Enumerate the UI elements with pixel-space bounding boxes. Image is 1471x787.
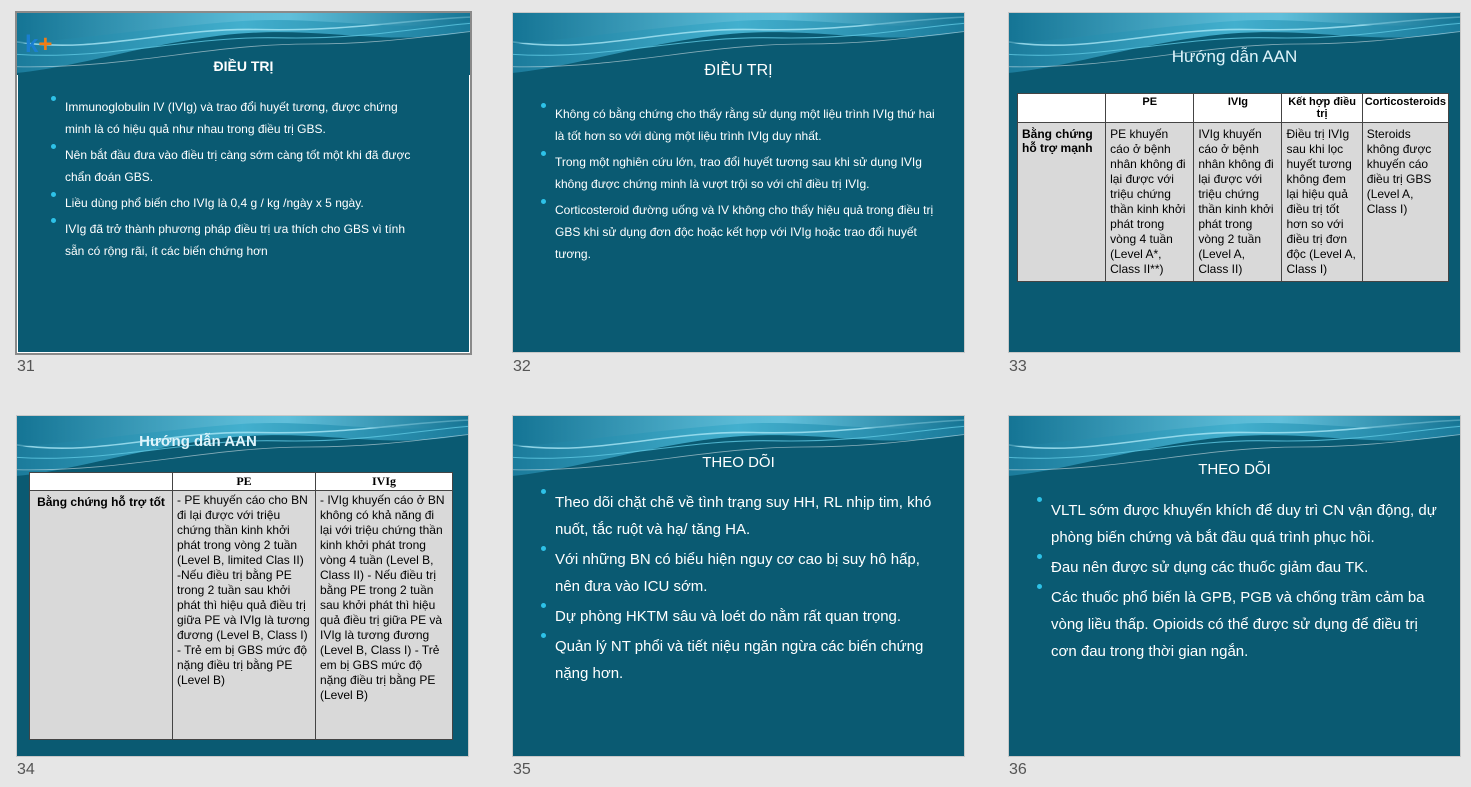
aan-guideline-table: [29, 472, 453, 740]
slide-number: 35: [513, 761, 531, 778]
kplus-logo: [25, 31, 52, 59]
table-header-cell: IVIg: [316, 473, 453, 491]
table-cell: PE khuyến cáo ở bệnh nhân không đi lại được với triệu chứng thần kinh khởi phát trong vòng 4 tuần (Level A*, Class II**): [1106, 123, 1194, 282]
logo-k: k: [25, 31, 39, 58]
logo-plus: +: [38, 31, 53, 58]
bullet-item: Đau nên được sử dụng các thuốc giảm đau TK.: [1037, 554, 1437, 581]
bullet-item: Các thuốc phổ biến là GPB, PGB và chống trầm cảm ba vòng liều thấp. Opioids có thể được sử dụng để điều trị cơn đau trong thời gian ngắn.: [1037, 584, 1437, 665]
slide-thumbnail-33[interactable]: [1008, 12, 1461, 353]
bullet-item: Liều dùng phổ biến cho IVIg là 0,4 g / kg /ngày x 5 ngày.: [51, 192, 421, 214]
bullet-item: Không có bằng chứng cho thấy rằng sử dụng một liệu trình IVIg thứ hai là tốt hơn so với dùng một liệu trình IVIg duy nhất.: [541, 103, 941, 147]
table-cell: Điều trị IVIg sau khi lọc huyết tương không đem lại hiệu quả điều trị tốt hơn so với điều trị đơn độc (Level A, Class I): [1282, 123, 1362, 282]
slide-number: 33: [1009, 358, 1027, 375]
slide-number: 34: [17, 761, 35, 778]
slide-thumbnail-36[interactable]: [1008, 415, 1461, 757]
table-header-cell: PE: [1106, 94, 1194, 123]
slide-thumbnail-35[interactable]: [512, 415, 965, 757]
bullet-item: IVIg đã trở thành phương pháp điều trị ưa thích cho GBS vì tính sẵn có rộng rãi, ít các biến chứng hơn: [51, 218, 421, 262]
table-row: [1018, 123, 1449, 282]
row-label: Bằng chứng hỗ trợ mạnh: [1018, 123, 1106, 282]
table-cell: - IVIg khuyến cáo ở BN không có khả năng đi lại với triệu chứng thần kinh khởi phát trong vòng 4 tuần (Level B, Class II) - Nếu điều trị bằng PE trong 2 tuần sau khởi phát thì hiệu quả điều trị giữa PE và IVIg là tương đương (Level B, Class I) - Trẻ em bị GBS mức độ nặng điều trị bằng PE (Level B): [316, 491, 453, 740]
bullet-item: Nên bắt đầu đưa vào điều trị càng sớm càng tốt một khi đã được chẩn đoán GBS.: [51, 144, 421, 188]
slide-title: ĐIỀU TRỊ: [704, 62, 773, 79]
table-cell: Steroids không được khuyến cáo điều trị GBS (Level A, Class I): [1362, 123, 1448, 282]
row-label: Bằng chứng hỗ trợ tốt: [30, 491, 173, 740]
bullet-list: [1037, 497, 1437, 665]
slide-title: ĐIỀU TRỊ: [213, 58, 274, 74]
table-cell: - PE khuyến cáo cho BN đi lại được với triệu chứng thần kinh khởi phát trong vòng 2 tuần (Level B, limited Clas II) -Nếu điều trị bằng PE trong 2 tuần sau khởi phát thì hiệu quả điều trị giữa PE và IVIg là tương đương (Level B, Class I) - Trẻ em bị GBS mức độ nặng điều trị bằng PE (Level B): [173, 491, 316, 740]
bullet-item: VLTL sớm được khuyến khích để duy trì CN vận động, dự phòng biến chứng và bắt đầu quá trình phục hồi.: [1037, 497, 1437, 551]
table-header-cell: IVIg: [1194, 94, 1282, 123]
table-header-cell: [30, 473, 173, 491]
bullet-item: Theo dõi chặt chẽ về tình trạng suy HH, RL nhịp tim, khó nuốt, tắc ruột và hạ/ tăng HA.: [541, 489, 941, 543]
bullet-item: Immunoglobulin IV (IVIg) và trao đổi huyết tương, được chứng minh là có hiệu quả như nhau trong điều trị GBS.: [51, 96, 421, 140]
slide-number: 36: [1009, 761, 1027, 778]
table-row: [30, 491, 453, 740]
slide-number: 32: [513, 358, 531, 375]
slide-title: THEO DÕI: [702, 454, 775, 471]
bullet-item: Dự phòng HKTM sâu và loét do nằm rất quan trọng.: [541, 603, 941, 630]
slide-thumbnail-31[interactable]: [15, 11, 472, 355]
bullet-list: [541, 103, 941, 265]
table-header-cell: Kết hợp điều trị: [1282, 94, 1362, 123]
bullet-item: Với những BN có biểu hiện nguy cơ cao bị suy hô hấp, nên đưa vào ICU sớm.: [541, 546, 941, 600]
aan-guideline-table: [1017, 93, 1449, 282]
bullet-item: Corticosteroid đường uống và IV không cho thấy hiệu quả trong điều trị GBS khi sử dụng đơn độc hoặc kết hợp với IVIg hoặc trao đổi huyết tương.: [541, 199, 941, 265]
slide-number: 31: [17, 358, 35, 375]
slide-thumbnail-34[interactable]: [16, 415, 469, 757]
table-header-cell: Corticosteroids: [1362, 94, 1448, 123]
slide-thumbnail-32[interactable]: [512, 12, 965, 353]
table-header-cell: [1018, 94, 1106, 123]
table-cell: IVIg khuyến cáo ở bệnh nhân không đi lại được với triệu chứng thần kinh khởi phát trong vòng 2 tuần (Level A, Class II): [1194, 123, 1282, 282]
slide-title: THEO DÕI: [1198, 461, 1271, 478]
bullet-item: Quản lý NT phổi và tiết niệu ngăn ngừa các biến chứng nặng hơn.: [541, 633, 941, 687]
slide-title: Hướng dẫn AAN: [1171, 47, 1298, 66]
slide-title: Hướng dẫn AAN: [139, 433, 257, 450]
table-header-cell: PE: [173, 473, 316, 491]
bullet-list: [541, 489, 941, 687]
bullet-item: Trong một nghiên cứu lớn, trao đổi huyết tương sau khi sử dụng IVIg không được chứng minh là vượt trội so với chỉ điều trị IVIg.: [541, 151, 941, 195]
bullet-list: [51, 96, 421, 262]
